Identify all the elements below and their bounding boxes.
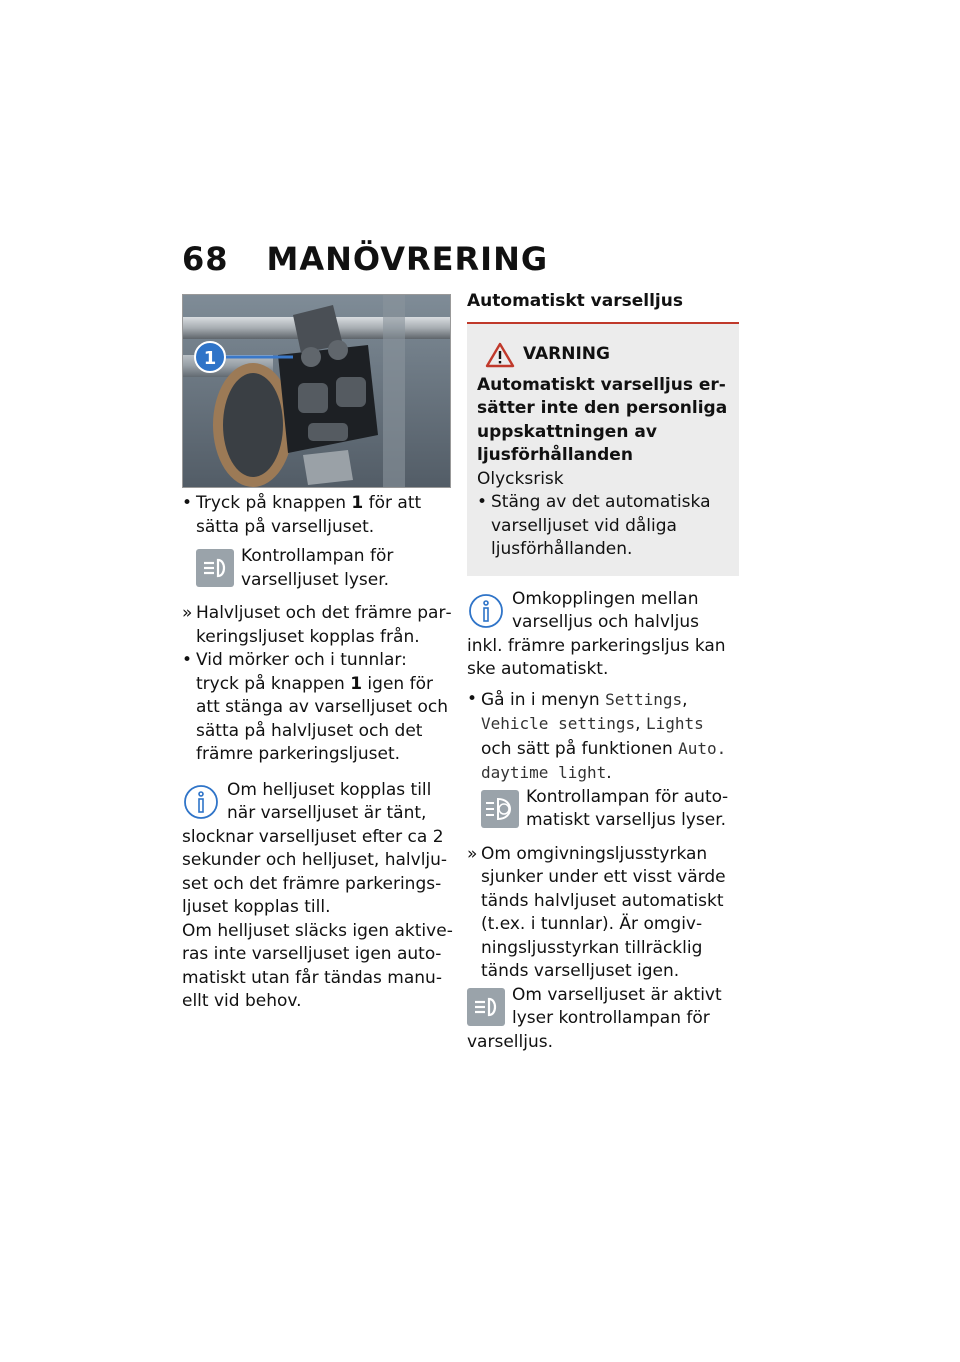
handlebar-switch-photo bbox=[182, 294, 451, 488]
right-column bbox=[467, 290, 739, 1054]
warning-header bbox=[485, 342, 729, 368]
result-ambient-light: » Om omgivningsljusstyrkan sjunker under ett visst värde tänds halvljuset automatiskt (t.ex. i tunnlar). Är omgivningsljusstyrkan tillräcklig tänds varselljuset igen. bbox=[467, 843, 739, 984]
page-header bbox=[182, 240, 548, 278]
menu-auto-daytime-light: Auto. daytime light bbox=[481, 738, 727, 782]
step-press-button: • Tryck på knappen 1 för att sätta på varselljuset. bbox=[182, 492, 454, 539]
daytime-light-indicator-icon bbox=[196, 549, 234, 587]
info-note-highbeam: Om helljuset kopplas till när varselljuset är tänt, slocknar varselljuset efter ca 2 sekunder och helljuset, halvljuset och det främre parkeringsljuset kopplas till. bbox=[182, 779, 448, 917]
page-number: 68 bbox=[182, 240, 229, 278]
info-note-auto-switch: Omkopplingen mellan varselljus och halvljus inkl. främre parkeringsljus kan ske automatiskt. bbox=[467, 588, 726, 679]
left-column bbox=[182, 492, 454, 1014]
warning-label: VARNING bbox=[523, 343, 610, 364]
menu-settings: Settings bbox=[605, 689, 683, 709]
step-dark-tunnel: • Vid mörker och i tunnlar: tryck på knappen 1 igen för att stänga av varselljuset och sätta på halvljuset och det främre parkeringsljuset. bbox=[182, 649, 454, 767]
result-lowbeam-off: » Halvljuset och det främre parkeringsljuset kopplas från. bbox=[182, 602, 454, 649]
info-note-highbeam-off: Om helljuset släcks igen aktiveras inte varselljuset igen automatiskt utan får tändas manuellt vid behov. bbox=[182, 920, 453, 1011]
menu-vehicle-settings: Vehicle settings bbox=[481, 714, 636, 733]
warning-box bbox=[467, 324, 739, 576]
warning-text: Automatiskt varselljus ersätter inte den personliga uppskattningen av ljusförhållanden bbox=[477, 374, 728, 465]
warning-action: • Stäng av det automatiska varselljuset vid dåliga ljusförhållanden. bbox=[477, 491, 729, 562]
warning-risk: Olycksrisk bbox=[477, 468, 564, 489]
indicator-active-note: Om varselljuset är aktivt lyser kontrollampan för varselljus. bbox=[467, 984, 722, 1052]
info-icon bbox=[182, 783, 220, 821]
auto-daylight-heading: Automatiskt varselljus bbox=[467, 290, 739, 324]
indicator-daylight-note: Kontrollampan för varselljuset lyser. bbox=[182, 545, 454, 592]
section-title: MANÖVRERING bbox=[266, 240, 549, 278]
auto-daylight-indicator-icon bbox=[481, 790, 519, 828]
step-menu-settings: • Gå in i menyn Settings, Vehicle settings, Lights och sätt på funktionen Auto. daytime light. bbox=[467, 688, 739, 786]
info-icon bbox=[467, 592, 505, 630]
menu-lights: Lights bbox=[645, 714, 704, 733]
indicator-auto-note: Kontrollampan för automatiskt varselljus lyser. bbox=[467, 786, 739, 833]
daytime-light-indicator-icon bbox=[467, 988, 505, 1026]
warning-triangle-icon bbox=[485, 342, 515, 368]
callout-number: 1 bbox=[203, 348, 217, 369]
